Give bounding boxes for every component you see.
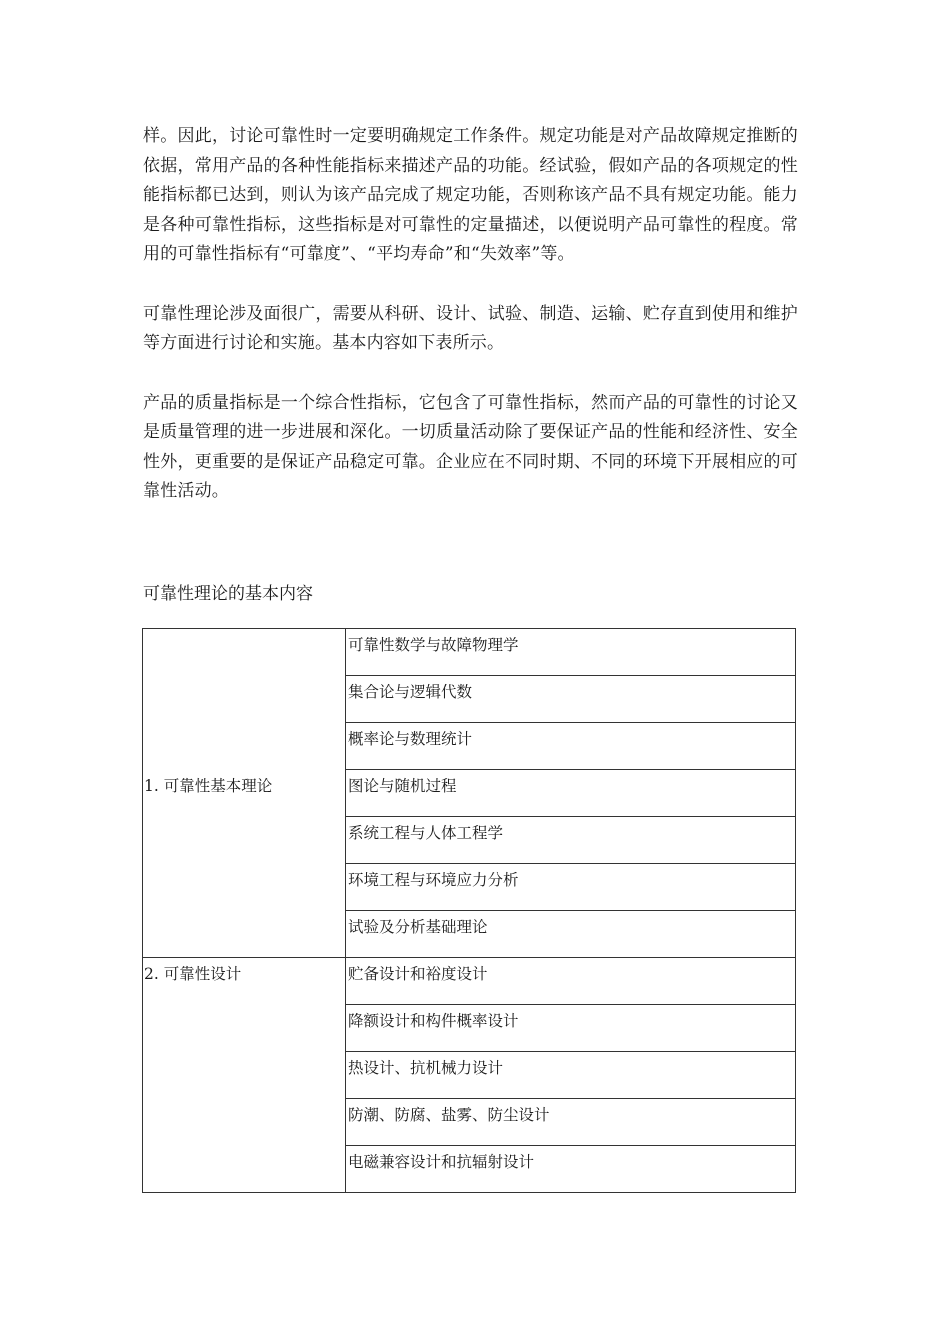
table-row bbox=[143, 629, 796, 676]
item-cell: 概率论与数理统计 bbox=[346, 723, 796, 770]
table-row bbox=[143, 958, 796, 1005]
item-cell: 系统工程与人体工程学 bbox=[346, 817, 796, 864]
item-cell: 热设计、抗机械力设计 bbox=[346, 1052, 796, 1099]
category-cell: 1. 可靠性基本理论 bbox=[143, 629, 346, 958]
paragraph-1: 样。因此，讨论可靠性时一定要明确规定工作条件。规定功能是对产品故障规定推断的依据，常用产品的各种性能指标来描述产品的功能。经试验，假如产品的各项规定的性能指标都已达到，则认为该产品完成了规定功能，否则称该产品不具有规定功能。能力是各种可靠性指标，这些指标是对可靠性的定量描述，以便说明产品可靠性的程度。常用的可靠性指标有“可靠度”、“平均寿命”和“失效率”等。 bbox=[143, 126, 798, 264]
item-cell: 电磁兼容设计和抗辐射设计 bbox=[346, 1146, 796, 1193]
item-cell: 降额设计和构件概率设计 bbox=[346, 1005, 796, 1052]
item-cell: 贮备设计和裕度设计 bbox=[346, 958, 796, 1005]
item-cell: 可靠性数学与故障物理学 bbox=[346, 629, 796, 676]
item-cell: 集合论与逻辑代数 bbox=[346, 676, 796, 723]
item-cell: 防潮、防腐、盐雾、防尘设计 bbox=[346, 1099, 796, 1146]
body-text bbox=[143, 122, 798, 507]
paragraph-3: 产品的质量指标是一个综合性指标，它包含了可靠性指标，然而产品的可靠性的讨论又是质量管理的进一步进展和深化。一切质量活动除了要保证产品的性能和经济性、安全性外，更重要的是保证产品稳定可靠。企业应在不同时期、不同的环境下开展相应的可靠性活动。 bbox=[143, 392, 798, 501]
item-cell: 图论与随机过程 bbox=[346, 770, 796, 817]
paragraph-2: 可靠性理论涉及面很广，需要从科研、设计、试验、制造、运输、贮存直到使用和维护等方面进行讨论和实施。基本内容如下表所示。 bbox=[143, 303, 798, 353]
category-cell: 2. 可靠性设计 bbox=[143, 958, 346, 1193]
table-title: 可靠性理论的基本内容 bbox=[143, 584, 313, 604]
reliability-content-table bbox=[142, 628, 796, 1193]
item-cell: 试验及分析基础理论 bbox=[346, 911, 796, 958]
item-cell: 环境工程与环境应力分析 bbox=[346, 864, 796, 911]
